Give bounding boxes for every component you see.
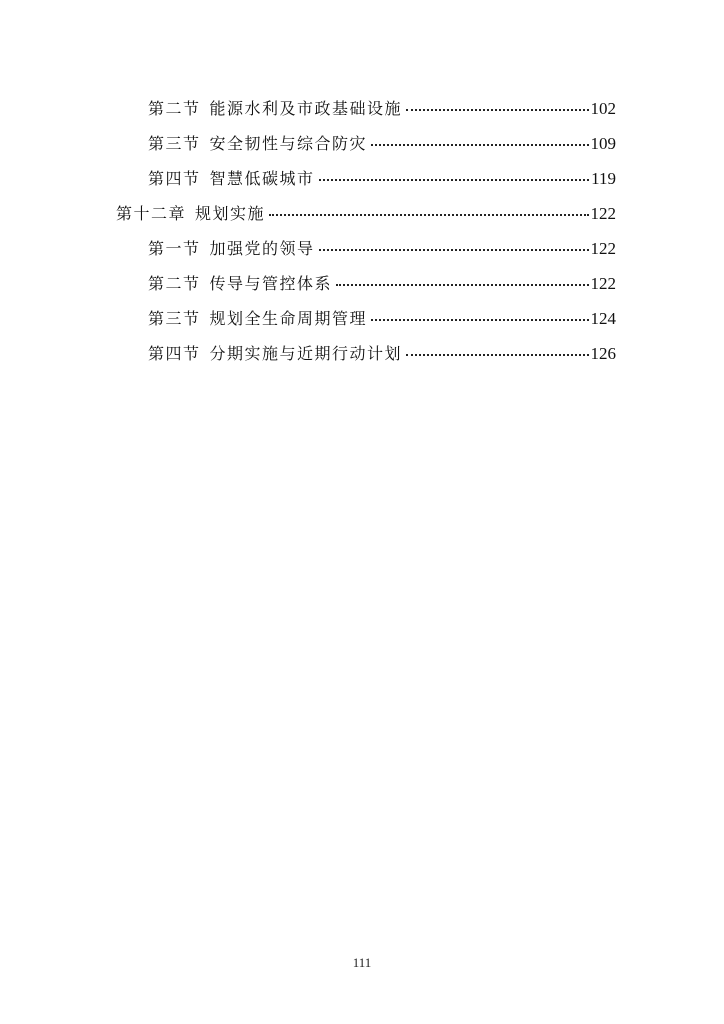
dot-leader xyxy=(406,109,588,111)
toc-entry-number: 第四节 xyxy=(148,344,201,363)
toc-entry-number: 第二节 xyxy=(148,99,201,118)
dot-leader xyxy=(371,319,588,321)
toc-chapter-entry[interactable] xyxy=(116,199,616,229)
toc-entry-title: 智慧低碳城市 xyxy=(209,169,315,188)
toc-entry[interactable] xyxy=(148,339,616,369)
toc-entry-number: 第一节 xyxy=(148,239,201,258)
toc-entry-title: 加强党的领导 xyxy=(209,239,315,258)
toc-entry[interactable] xyxy=(148,269,616,299)
toc-entry-page: 119 xyxy=(591,169,616,188)
toc-entry-page: 122 xyxy=(590,274,616,293)
toc-entry-title: 规划全生命周期管理 xyxy=(209,309,368,328)
toc-entry-title: 安全韧性与综合防灾 xyxy=(209,134,368,153)
toc-entry-page: 122 xyxy=(590,204,616,223)
toc-entry[interactable] xyxy=(148,94,616,124)
toc-entry-page: 102 xyxy=(590,99,616,118)
dot-leader xyxy=(319,249,589,251)
toc-entry-title: 能源水利及市政基础设施 xyxy=(209,99,403,118)
toc-entry-number: 第十二章 xyxy=(116,204,187,223)
dot-leader xyxy=(319,179,590,181)
dot-leader xyxy=(269,214,588,216)
toc-entry-page: 126 xyxy=(590,344,616,363)
toc-entry[interactable] xyxy=(148,129,616,159)
dot-leader xyxy=(336,284,588,286)
toc-entry-number: 第三节 xyxy=(148,134,201,153)
toc-entry-title: 分期实施与近期行动计划 xyxy=(209,344,403,363)
toc-entry[interactable] xyxy=(148,234,616,264)
toc-entry[interactable] xyxy=(148,164,616,194)
dot-leader xyxy=(406,354,588,356)
toc-entry-number: 第四节 xyxy=(148,169,201,188)
toc-entry-number: 第三节 xyxy=(148,309,201,328)
toc-entry-page: 109 xyxy=(590,134,616,153)
toc-entry-page: 124 xyxy=(590,309,616,328)
dot-leader xyxy=(371,144,588,146)
page-number: 111 xyxy=(352,955,372,970)
toc-entry-title: 传导与管控体系 xyxy=(209,274,333,293)
toc-entry[interactable] xyxy=(148,304,616,334)
toc-entry-title: 规划实施 xyxy=(195,204,266,223)
toc-entry-page: 122 xyxy=(590,239,616,258)
toc-entry-number: 第二节 xyxy=(148,274,201,293)
